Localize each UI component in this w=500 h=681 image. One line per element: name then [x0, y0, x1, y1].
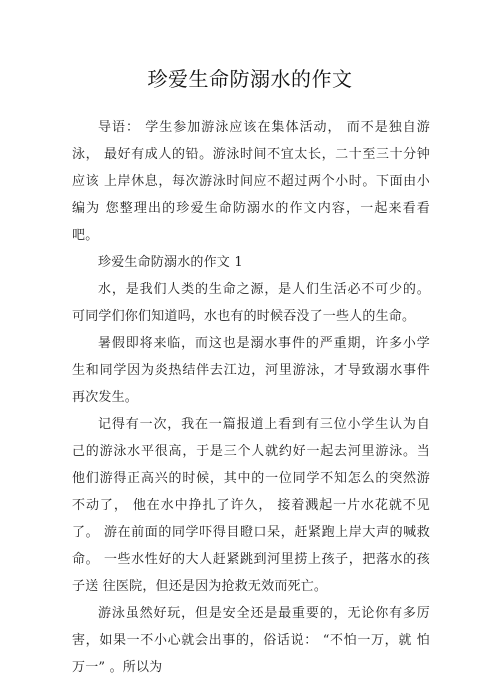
- document-title: 珍爱生命防溺水的作文: [147, 67, 353, 91]
- intro-paragraph: 导语： 学生参加游泳应该在集体活动， 而不是独自游泳， 最好有成人的铅。游泳时间不宜太长，二十至三十分钟应该 上岸休息，每次游泳时间应不超过两个小时。下面由小编为 您整理出的珍爱生命防溺水的作文内容，一起来看看吧。: [72, 120, 430, 243]
- body-paragraph: 暑假即将来临，而这也是溺水事件的严重期，许多小学 生和同学因为炎热结伴去江边，河里游泳，才导致溺水事件 再次发生。: [72, 336, 430, 405]
- essay-subheading: 珍爱生命防溺水的作文 1: [98, 255, 243, 270]
- body-paragraph: 水，是我们人类的生命之源，是人们生活必不可少的。 可同学们你们知道吗，水也有的时候吞没了一些人的生命。: [72, 282, 430, 324]
- document-body: [72, 114, 430, 681]
- body-paragraph: 记得有一次，我在一篇报道上看到有三位小学生认为自 己的游泳水平很高，于是三个人就约好一起去河里游泳。当 他们游得正高兴的时候，其中的一位同学不知怎么的突然游 不动了， 他在水中挣扎了许久， 接着溅起一片水花就不见了。 游在前面的同学吓得目瞪口呆，赶紧跑上岸大声的喊救命。 一些水性好的大人赶紧跳到河里捞上孩子，把落水的孩子送 往医院，但还是因为抢救无效而死亡。: [72, 417, 430, 594]
- body-paragraph: 游泳虽然好玩，但是安全还是最重要的，无论你有多厉 害，如果一不小心就会出事的，俗话说： “不怕一万，就 怕万一” 。所以为: [72, 606, 430, 675]
